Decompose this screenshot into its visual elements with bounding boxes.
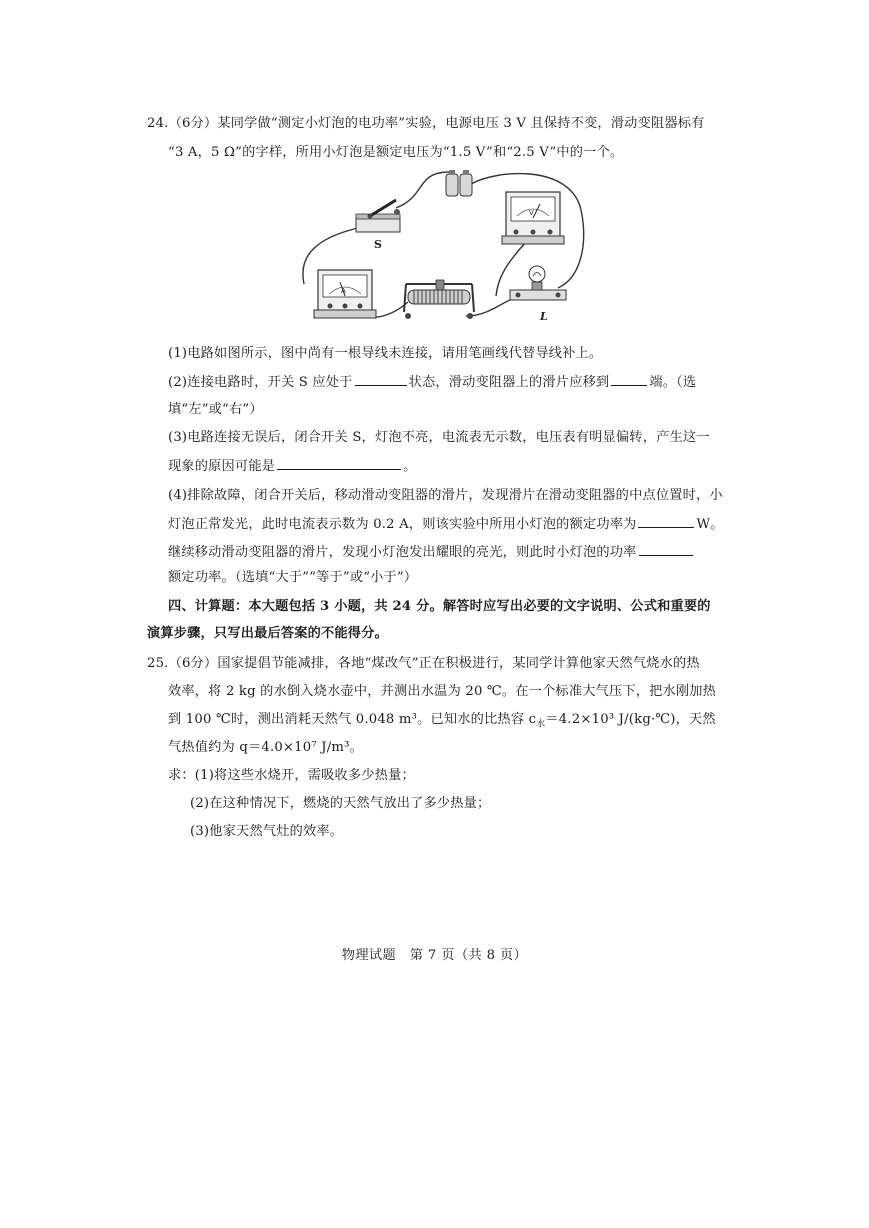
q24-part2-line2: 填“左”或“右”） [168,402,263,417]
q24-part2-text-a: (2)连接电路时，开关 S 应处于 [168,375,353,390]
svg-text:V: V [529,209,534,217]
lamp-label: L [540,310,548,323]
q25-line3-text-a: 到 100 ℃时，测出消耗天然气 0.048 m³。已知水的比热容 c [168,712,537,727]
q24-part4-text-a: 灯泡正常发光，此时电流表示数为 0.2 A，则该实验中所用小灯泡的额定功率为 [168,517,637,532]
q24-stem-line2: “3 A，5 Ω”的字样，所用小灯泡是额定电压为“1.5 V”和“2.5 V”中的一个。 [168,145,624,160]
rheostat-icon [404,280,474,319]
q24-part2-text-c: 端。（选 [649,375,697,390]
q24-stem-line1: 24.（6分）某同学做“测定小灯泡的电功率”实验，电源电压 3 V 且保持不变，滑动变阻器标有 [147,116,705,131]
circuit-diagram [296,166,586,332]
ammeter-icon [314,270,376,318]
section4-heading-line2: 演算步骤，只写出最后答案的不能得分。 [147,626,388,641]
q24-part4-line3 [168,542,695,563]
q25-line3-text-b: ＝4.2×10³ J/(kg·℃)，天然 [545,712,716,727]
answer-blank-power-compare[interactable] [639,542,693,556]
q25-ask2: (2)在这种情况下，燃烧的天然气放出了多少热量； [190,796,491,811]
q25-ask1: 求：(1)将这些水烧开，需吸收多少热量； [168,768,415,783]
q24-part4-line1: (4)排除故障，闭合开关后，移动滑动变阻器的滑片，发现滑片在滑动变阻器的中点位置时，小 [168,488,723,503]
q25-ask3: (3)他家天然气灶的效率。 [190,824,344,839]
q25-stem-line1: 25.（6分）国家提倡节能减排，各地“煤改气”正在积极进行，某同学计算他家天然气烧水的热 [147,656,700,671]
answer-blank-switch-state[interactable] [355,372,407,386]
q24-part2-line1 [168,372,696,393]
svg-text:A: A [341,287,346,295]
wire-voltmeter-to-lamp [496,242,526,296]
answer-blank-slider-end[interactable] [611,372,647,386]
q24-part4-line4: 额定功率。（选填“大于”“等于”或“小于”） [168,570,418,585]
q25-stem-line2: 效率，将 2 kg 的水倒入烧水壶中，并测出水温为 20 ℃。在一个标准大气压下，把水刚加热 [168,684,717,699]
q24-part4-line2 [168,514,724,535]
specific-heat-subscript: 水 [536,719,546,730]
q25-stem-line3 [168,710,716,735]
q24-part3-text-b: 。 [403,459,417,474]
q24-part1: (1)电路如图所示，图中尚有一根导线未连接，请用笔画线代替导线补上。 [168,346,603,361]
switch-label: S [374,238,382,251]
section4-heading-line1: 四、计算题：本大题包括 3 小题，共 24 分。解答时应写出必要的文字说明、公式和重要的 [168,599,711,614]
battery-icon [446,170,472,196]
q24-part4-text-c: 继续移动滑动变阻器的滑片，发现小灯泡发出耀眼的亮光，则此时小灯泡的功率 [168,545,637,560]
lamp-icon [510,266,566,323]
answer-blank-rated-power[interactable] [638,514,694,528]
q25-stem-line4: 气热值约为 q＝4.0×10⁷ J/m³。 [168,740,363,755]
q24-part3-line1: (3)电路连接无误后，闭合开关 S，灯泡不亮，电流表无示数，电压表有明显偏转，产生这一 [168,430,710,445]
switch-s [356,200,400,251]
page-footer: 物理试题 第 7 页（共 8 页） [341,948,528,963]
q24-part3-line2 [168,456,417,477]
answer-blank-fault-cause[interactable] [277,456,401,470]
wire-switch-to-battery [396,172,454,208]
q24-part2-text-b: 状态，滑动变阻器上的滑片应移到 [408,375,610,390]
q24-part4-text-b: W。 [696,517,724,532]
voltmeter-icon [502,192,564,244]
q24-part3-text-a: 现象的原因可能是 [168,459,276,474]
